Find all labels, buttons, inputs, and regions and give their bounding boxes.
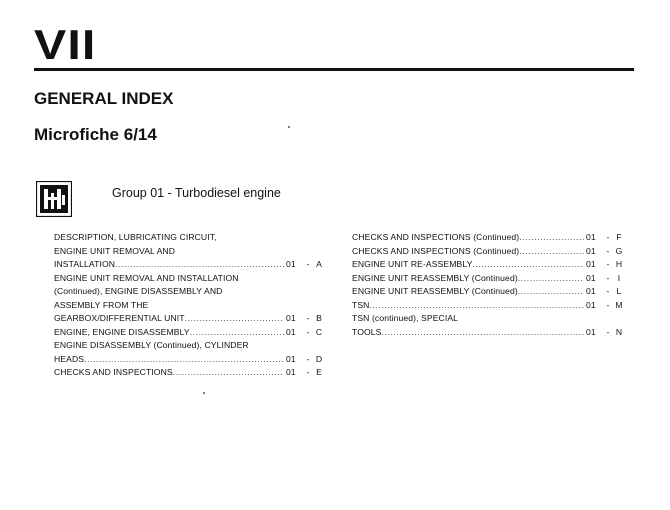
index-entry — [352, 285, 624, 299]
index-entry-text: HEADS — [54, 353, 85, 364]
index-entry-separator: - — [606, 245, 610, 256]
index-entry-letter: A — [316, 259, 322, 269]
index-entry — [54, 285, 324, 299]
index-entry-letter: I — [617, 272, 621, 283]
chapter-number: VII — [34, 21, 97, 68]
index-entry-page: 01 — [286, 367, 296, 377]
index-entry — [352, 312, 624, 326]
scan-speck — [288, 126, 290, 128]
index-entry-text: ENGINE UNIT REASSEMBLY (Continued) — [352, 272, 518, 283]
index-entry-text: ENGINE UNIT REMOVAL AND INSTALLATION — [54, 272, 239, 283]
index-entry-page: 01 — [586, 272, 596, 283]
index-entry-text: ENGINE UNIT REASSEMBLY (Continued) — [352, 286, 518, 296]
index-entry-text: ASSEMBLY FROM THE — [54, 299, 149, 310]
index-entry-text: ENGINE, ENGINE DISASSEMBLY — [54, 326, 190, 337]
index-entry — [54, 353, 324, 367]
index-entry — [352, 299, 624, 313]
index-entry-letter: M — [615, 299, 623, 310]
leader-dots — [84, 353, 284, 367]
index-entry-separator: - — [306, 367, 310, 377]
index-entry-separator: - — [606, 272, 610, 283]
index-entry-page: 01 — [586, 286, 596, 296]
index-entry-letter: N — [615, 326, 623, 337]
leader-dots — [518, 285, 584, 299]
index-entry-text: CHECKS AND INSPECTIONS (Continued) — [352, 232, 520, 242]
index-entry-page: 01 — [586, 259, 596, 269]
index-entry-page: 01 — [586, 245, 596, 256]
index-entry-separator: - — [306, 353, 310, 364]
index-entry-page: 01 — [286, 353, 296, 364]
index-entry-separator: - — [606, 286, 610, 296]
leader-dots — [472, 258, 584, 272]
manufacturer-logo-icon — [36, 181, 72, 217]
index-entry-text: TSN (continued), SPECIAL — [352, 313, 459, 323]
index-entry-separator: - — [306, 326, 310, 337]
index-entry-text: INSTALLATION — [54, 259, 116, 269]
leader-dots — [519, 245, 584, 259]
index-entry-separator: - — [606, 299, 610, 310]
index-entry-separator: - — [606, 259, 610, 269]
index-entry — [54, 245, 324, 259]
index-entry — [54, 258, 324, 272]
index-entry-text: ENGINE DISASSEMBLY (Continued), CYLINDER — [54, 340, 249, 350]
index-entry — [54, 366, 324, 380]
index-entry-letter: F — [616, 232, 622, 242]
index-entry-text: DESCRIPTION, LUBRICATING CIRCUIT, — [54, 232, 217, 242]
header-rule — [34, 68, 634, 71]
index-entry-text: (Continued), ENGINE DISASSEMBLY AND — [54, 286, 223, 296]
index-entry — [54, 339, 324, 353]
leader-dots — [370, 299, 585, 313]
leader-dots — [185, 312, 284, 326]
page-title: GENERAL INDEX — [34, 89, 174, 108]
index-entry-letter: C — [315, 326, 323, 337]
index-entry-letter: H — [615, 259, 623, 269]
leader-dots — [518, 272, 584, 286]
microfiche-label: Microfiche 6/14 — [34, 125, 157, 144]
index-entry-text: TOOLS — [352, 326, 382, 337]
index-column-right — [352, 231, 624, 339]
index-entry — [54, 312, 324, 326]
index-entry-page: 01 — [586, 299, 596, 310]
leader-dots — [381, 326, 584, 340]
scan-speck — [203, 392, 205, 394]
index-entry — [54, 326, 324, 340]
leader-dots — [115, 258, 284, 272]
index-column-left — [54, 231, 324, 380]
index-entry — [352, 245, 624, 259]
index-entry-text: CHECKS AND INSPECTIONS (Continued) — [352, 245, 520, 256]
index-entry-separator: - — [606, 232, 610, 242]
index-entry-letter: L — [616, 286, 622, 296]
index-entry — [352, 231, 624, 245]
index-entry-page: 01 — [286, 326, 296, 337]
index-entry — [352, 272, 624, 286]
index-entry — [54, 299, 324, 313]
index-entry-page: 01 — [586, 326, 596, 337]
group-heading: Group 01 - Turbodiesel engine — [112, 186, 281, 200]
leader-dots — [519, 231, 584, 245]
index-entry — [54, 272, 324, 286]
index-entry-text: ENGINE UNIT REMOVAL AND — [54, 245, 176, 256]
index-entry-letter: B — [316, 313, 322, 323]
index-entry-letter: D — [315, 353, 323, 364]
index-entry-text: TSN — [352, 299, 370, 310]
index-entry-separator: - — [306, 259, 310, 269]
index-entry-text: CHECKS AND INSPECTIONS — [54, 367, 173, 377]
index-entry-letter: G — [615, 245, 623, 256]
leader-dots — [190, 326, 284, 340]
index-entry-text: ENGINE UNIT RE-ASSEMBLY — [352, 259, 473, 269]
index-entry — [352, 326, 624, 340]
index-entry-separator: - — [606, 326, 610, 337]
index-entry-text: GEARBOX/DIFFERENTIAL UNIT — [54, 313, 185, 323]
index-entry — [54, 231, 324, 245]
index-entry-page: 01 — [586, 232, 596, 242]
index-entry-letter: E — [316, 367, 322, 377]
index-entry — [352, 258, 624, 272]
index-entry-page: 01 — [286, 313, 296, 323]
index-entry-page: 01 — [286, 259, 296, 269]
leader-dots — [173, 366, 284, 380]
index-entry-separator: - — [306, 313, 310, 323]
